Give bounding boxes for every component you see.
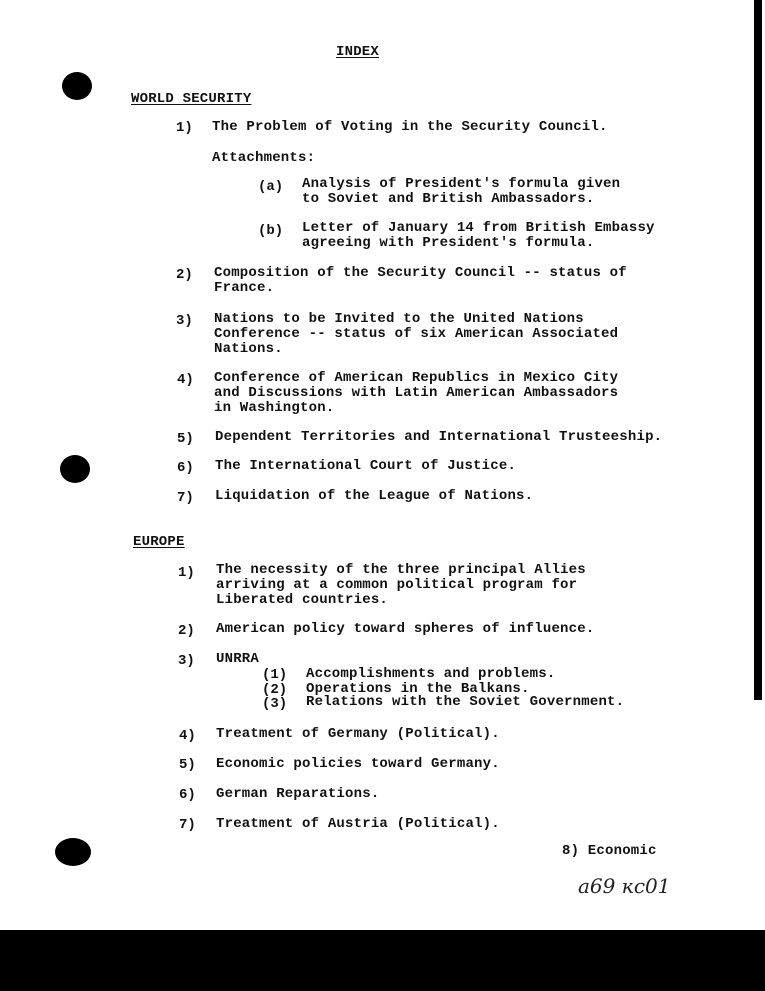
scan-border <box>0 930 765 991</box>
section-heading-europe: EUROPE <box>133 534 185 550</box>
attachment-entry: Letter of January 14 from British Embassy agreeing with President's formula. <box>302 220 655 251</box>
index-entry: Treatment of Germany (Political). <box>216 726 500 742</box>
index-entry: The Problem of Voting in the Security Council. <box>212 119 608 135</box>
sub-item-number: (2) <box>262 682 288 698</box>
item-number: 4) <box>179 728 196 744</box>
index-entry: Economic policies toward Germany. <box>216 756 500 772</box>
item-number: 2) <box>176 267 193 283</box>
item-number: 1) <box>176 120 193 136</box>
punch-hole <box>62 72 92 100</box>
punch-hole <box>55 838 91 866</box>
item-number: 6) <box>179 787 196 803</box>
item-number: 2) <box>178 623 195 639</box>
attachment-letter: (b) <box>258 223 284 239</box>
index-entry: Nations to be Invited to the United Nations Conference -- status of six American Associated Nations. <box>214 311 619 357</box>
sub-entry: Relations with the Soviet Government. <box>306 694 625 710</box>
item-number: 3) <box>176 313 193 329</box>
item-number: 5) <box>179 757 196 773</box>
sub-entry: Accomplishments and problems. <box>306 666 556 682</box>
index-entry: The International Court of Justice. <box>215 458 517 474</box>
item-number: 3) <box>178 653 195 669</box>
item-number: 5) <box>177 431 194 447</box>
index-entry: The necessity of the three principal Allies arriving at a common political program for Liberated countries. <box>216 562 586 608</box>
item-number: 6) <box>177 460 194 476</box>
index-entry: Treatment of Austria (Political). <box>216 816 500 832</box>
attachment-entry: Analysis of President's formula given to Soviet and British Ambassadors. <box>302 176 621 207</box>
index-entry: UNRRA <box>216 651 260 667</box>
handwritten-note: a69 ĸc01 <box>578 874 671 898</box>
index-entry: American policy toward spheres of influence. <box>216 621 595 637</box>
attachment-letter: (a) <box>258 179 284 195</box>
item-number: 7) <box>177 490 194 506</box>
continuation-catchword: 8) Economic <box>562 843 657 859</box>
punch-hole <box>60 455 90 483</box>
index-title: INDEX <box>336 44 380 60</box>
index-entry: Dependent Territories and International Trusteeship. <box>215 429 663 445</box>
index-entry: Composition of the Security Council -- status of France. <box>214 265 627 296</box>
scan-edge-bar <box>754 0 762 700</box>
scan-edge <box>752 0 765 930</box>
index-entry: Liquidation of the League of Nations. <box>215 488 534 504</box>
sub-entry: Operations in the Balkans. <box>306 681 530 697</box>
index-entry: Conference of American Republics in Mexico City and Discussions with Latin American Ambassadors in Washington. <box>214 370 619 416</box>
item-number: 7) <box>179 817 196 833</box>
sub-item-number: (3) <box>262 696 288 712</box>
sub-item-number: (1) <box>262 667 288 683</box>
attachments-label: Attachments: <box>212 150 316 166</box>
index-entry: German Reparations. <box>216 786 380 802</box>
item-number: 4) <box>177 372 194 388</box>
section-heading-world-security: WORLD SECURITY <box>131 91 252 107</box>
item-number: 1) <box>178 565 195 581</box>
